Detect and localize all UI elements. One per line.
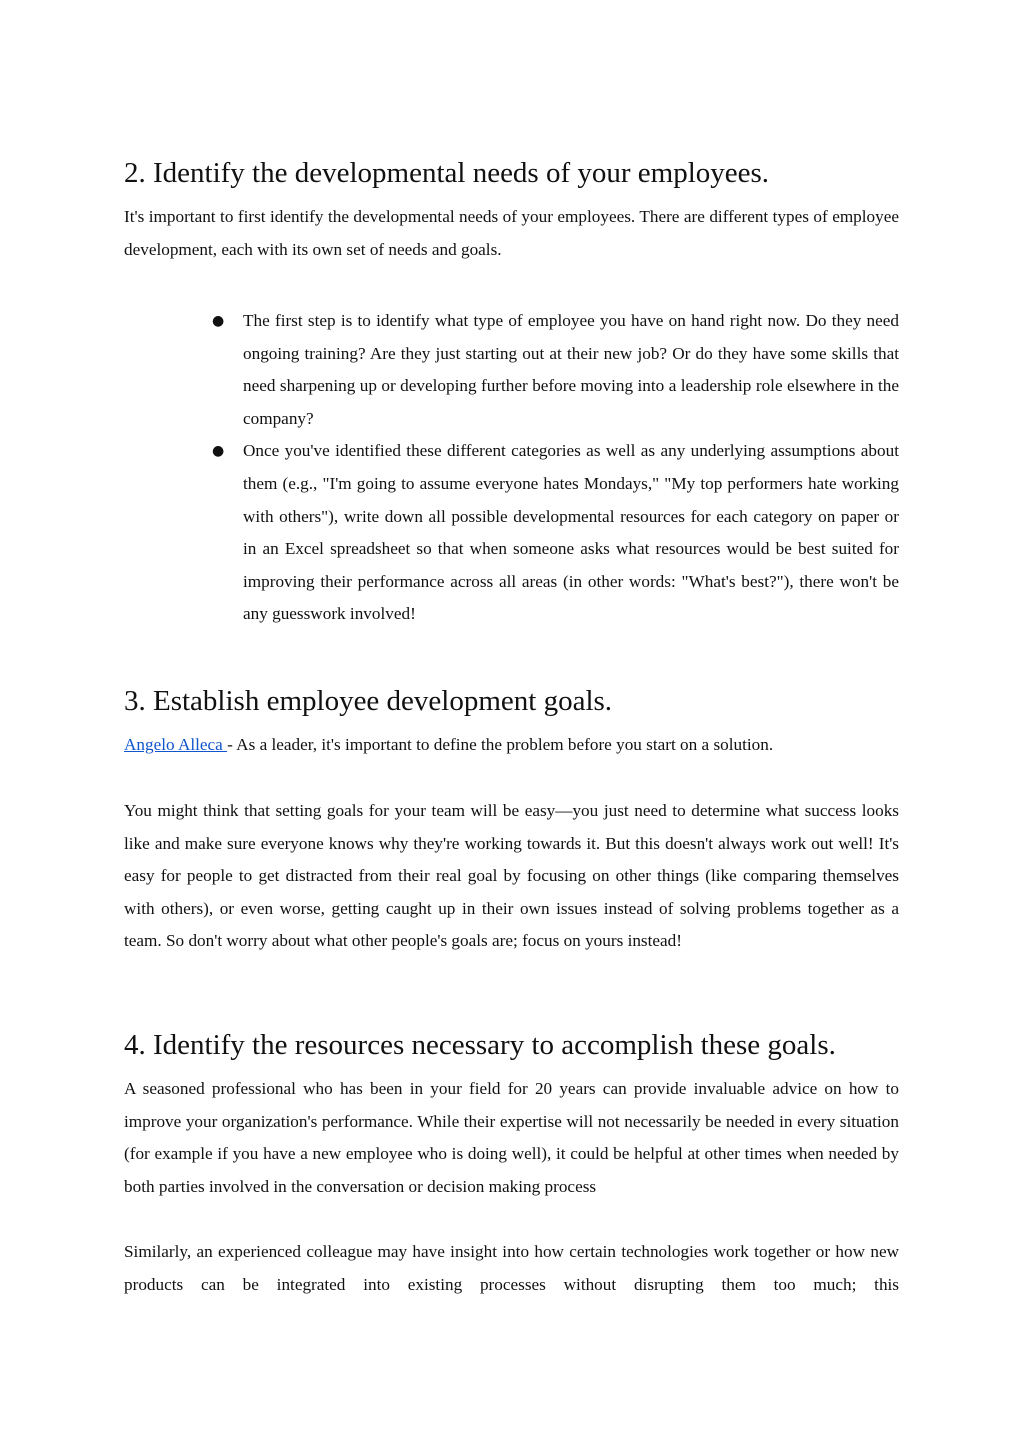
list-item bbox=[124, 435, 899, 631]
section-3-lead-text: - As a leader, it's important to define the problem before you start on a solution. bbox=[227, 735, 774, 754]
section-3-heading: 3. Establish employee development goals. bbox=[124, 685, 613, 717]
section-2-intro: It's important to first identify the developmental needs of your employees. There are different types of employee development, each with its own set of needs and goals. bbox=[124, 207, 899, 259]
section-3-body: You might think that setting goals for your team will be easy—you just need to determine what success looks like and make sure everyone knows why they're working towards it. But this doesn't always work out well! It's easy for people to get distracted from their real goal by focusing on other things (like comparing themselves with others), or even worse, getting caught up in their own issues instead of solving problems together as a team. So don't worry about what other people's goals are; focus on yours instead! bbox=[124, 801, 899, 951]
bullet-text: The first step is to identify what type of employee you have on hand right now. Do they need ongoing training? Are they just starting out at their new job? Or do they have some skills that need sharpening up or developing further before moving into a leadership role elsewhere in the company? bbox=[243, 311, 899, 428]
section-4-paragraph-2: Similarly, an experienced colleague may have insight into how certain technologies work together or how new products can be integrated into existing processes without disrupting them too much; this bbox=[124, 1242, 899, 1294]
section-4-paragraph-1: A seasoned professional who has been in your field for 20 years can provide invaluable advice on how to improve your organization's performance. While their expertise will not necessarily be needed in every situation (for example if you have a new employee who is doing well), it could be helpful at other times when needed by both parties involved in the conversation or decision making process bbox=[124, 1079, 899, 1196]
section-2-heading: 2. Identify the developmental needs of your employees. bbox=[124, 157, 770, 189]
author-link[interactable]: Angelo Alleca bbox=[124, 735, 228, 754]
section-2-bullet-list bbox=[124, 305, 899, 631]
section-3-lead bbox=[124, 729, 899, 762]
bullet-icon: ● bbox=[212, 443, 225, 460]
bullet-text: Once you've identified these different categories as well as any underlying assumptions about them (e.g., "I'm going to assume everyone hates Mondays," "My top performers hate working with others"), write down all possible developmental resources for each category on paper or in an Excel spreadsheet so that when someone asks what resources would be best suited for improving their performance across all areas (in other words: "What's best?"), there won't be any guesswork involved! bbox=[243, 441, 899, 624]
bullet-icon: ● bbox=[212, 313, 225, 329]
list-item bbox=[124, 305, 899, 435]
section-4-heading: 4. Identify the resources necessary to accomplish these goals. bbox=[124, 1029, 836, 1061]
